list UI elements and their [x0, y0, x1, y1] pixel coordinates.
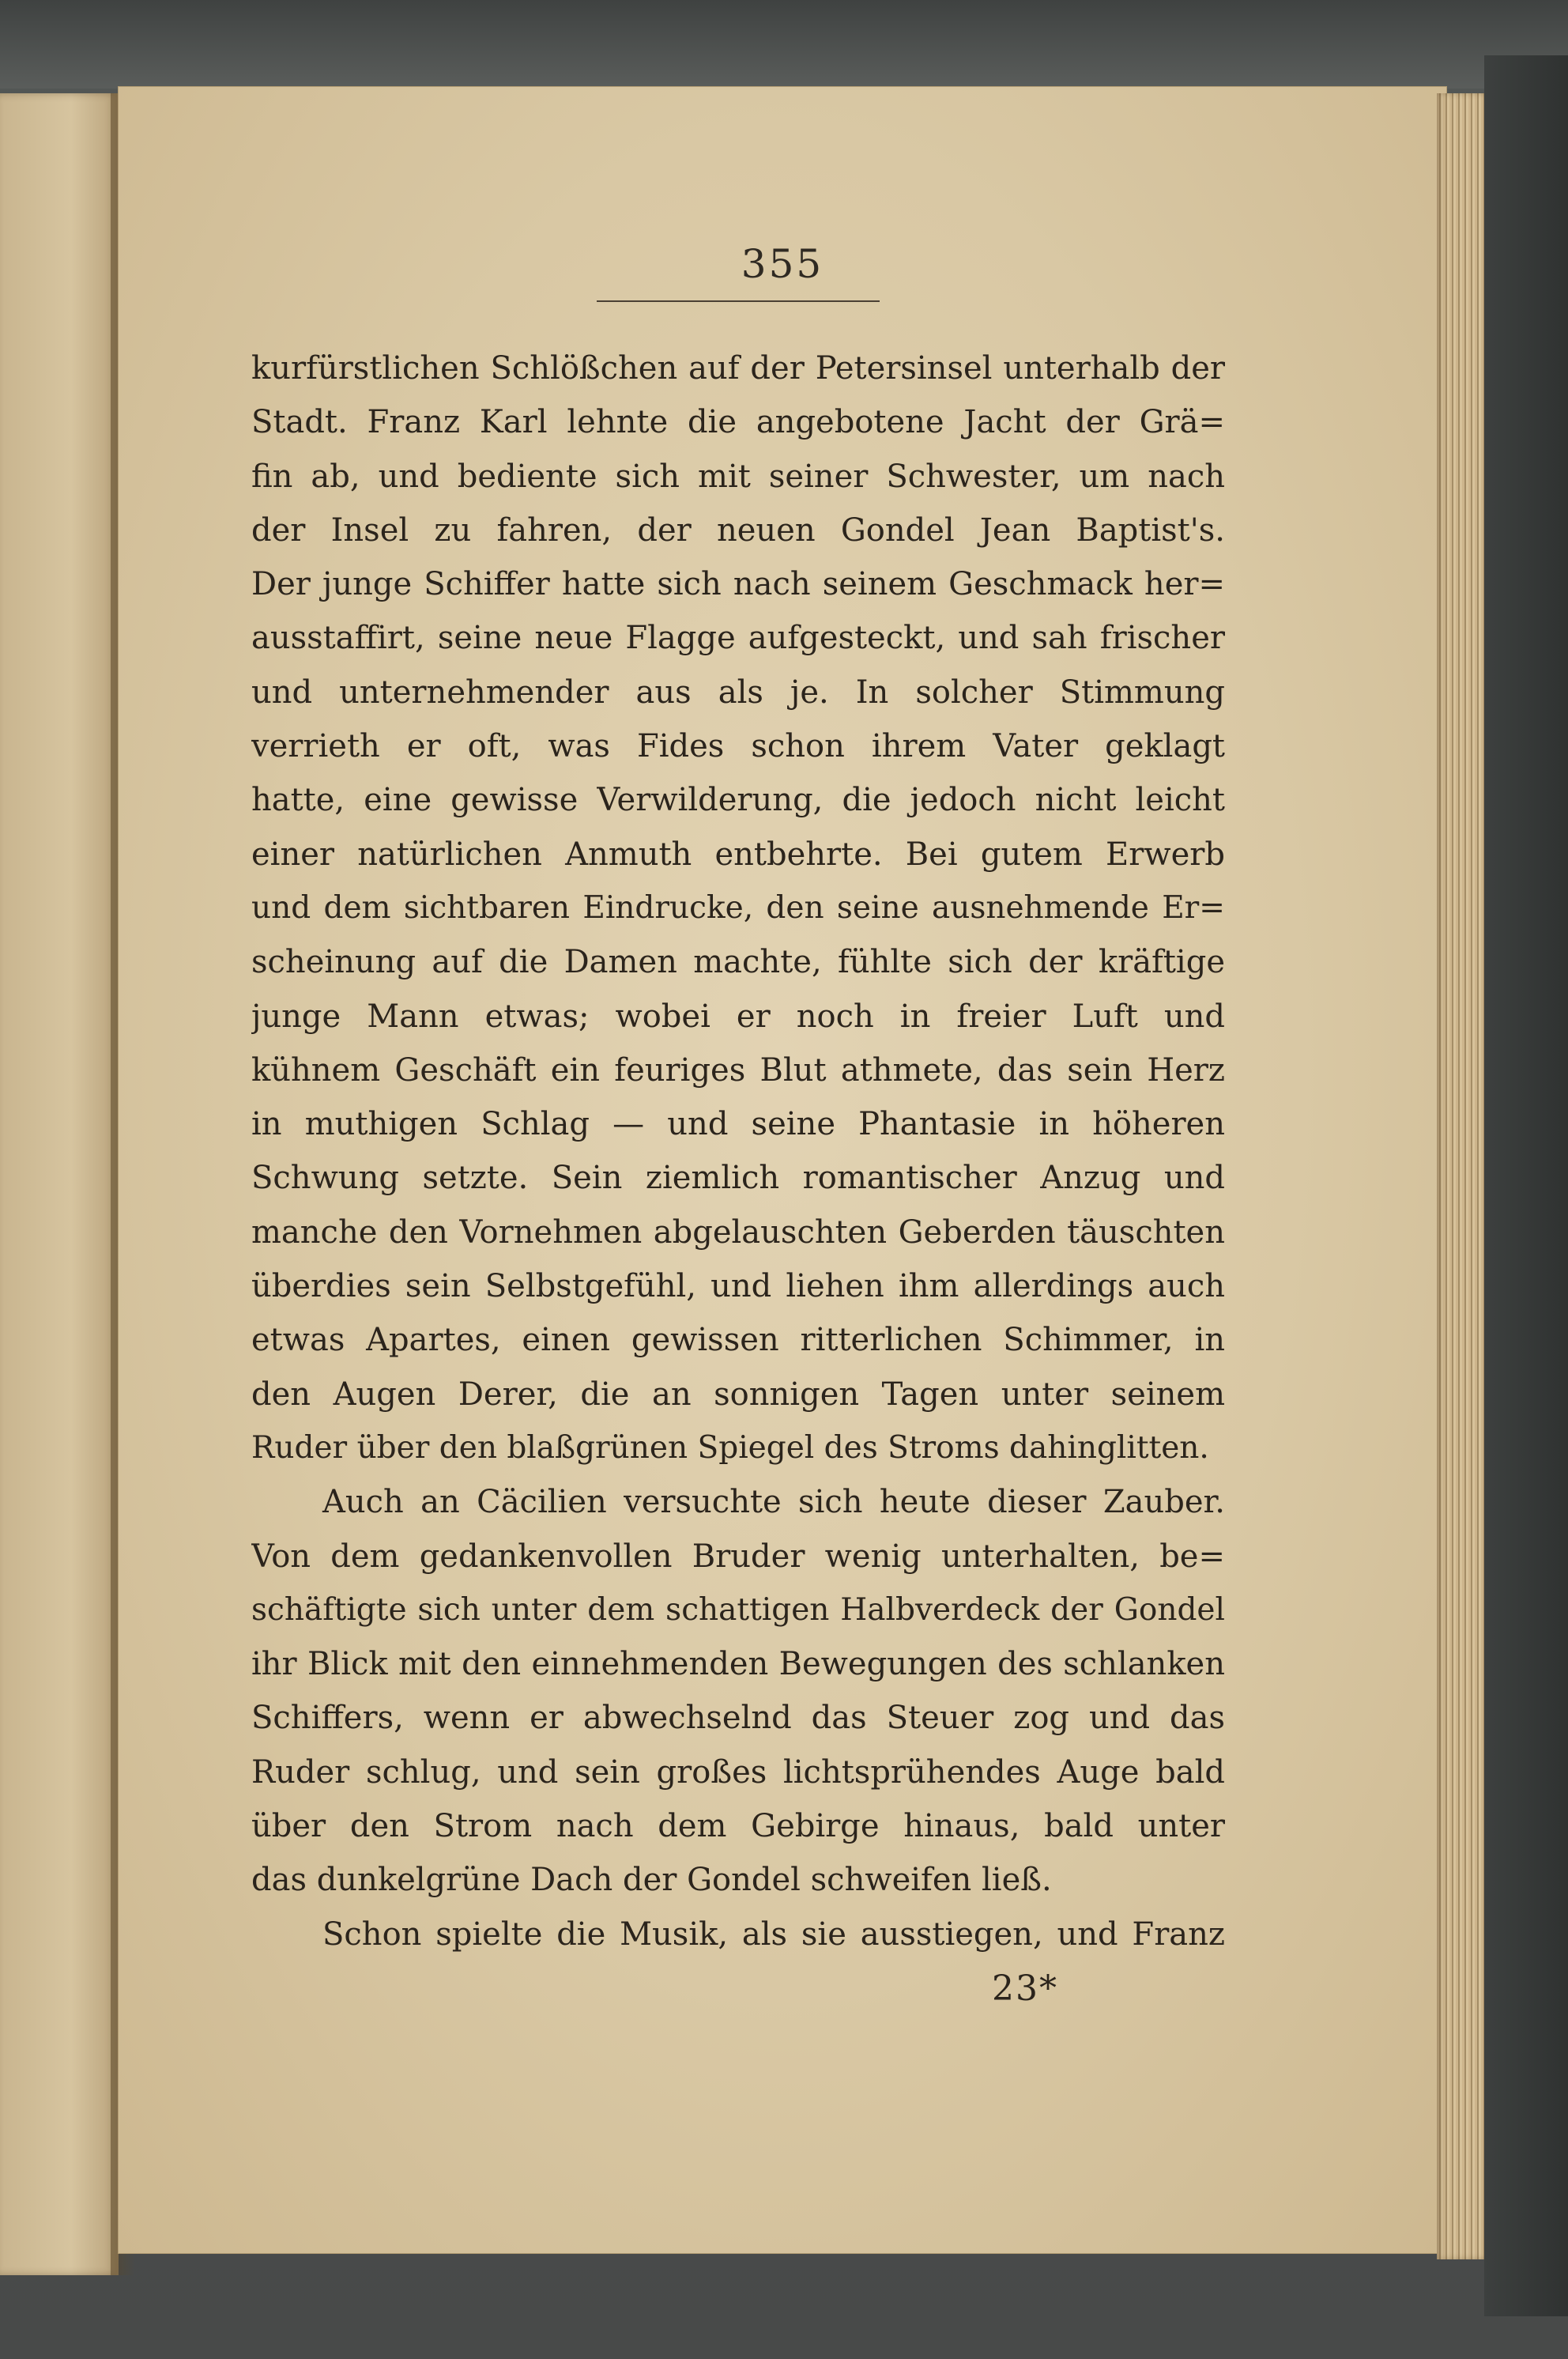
text-line: überdies sein Selbstgefühl, und liehen ihm allerdings auch	[251, 1268, 1225, 1305]
text-line: kühnem Geschäft ein feuriges Blut athmete, das sein Herz	[251, 1051, 1225, 1089]
text-line: den Augen Derer, die an sonnigen Tagen unter seinem	[251, 1376, 1225, 1413]
text-line: verrieth er oft, was Fides schon ihrem Vater geklagt	[251, 728, 1225, 765]
text-line: Auch an Cäcilien versuchte sich heute dieser Zauber.	[322, 1484, 1225, 1521]
text-line: junge Mann etwas; wobei er noch in freier Luft und	[251, 998, 1225, 1035]
signature-mark: 23*	[992, 1968, 1058, 2009]
text-line: ihr Blick mit den einnehmenden Bewegungen des schlanken	[251, 1646, 1225, 1683]
body-text	[251, 342, 1225, 1961]
page-stack-edges	[1437, 93, 1484, 2259]
text-line: ausstaffirt, seine neue Flagge aufgesteckt, und sah frischer	[251, 620, 1225, 657]
text-line: das dunkelgrüne Dach der Gondel schweifen ließ.	[251, 1862, 1052, 1899]
text-line: Ruder über den blaßgrünen Spiegel des Stroms dahinglitten.	[251, 1429, 1209, 1466]
text-line: fin ab, und bediente sich mit seiner Schwester, um nach	[251, 458, 1225, 495]
text-line: und unternehmender aus als je. In solcher Stimmung	[251, 674, 1225, 711]
text-line: Schiffers, wenn er abwechselnd das Steuer zog und das	[251, 1700, 1225, 1737]
text-line: einer natürlichen Anmuth entbehrte. Bei gutem Erwerb	[251, 836, 1225, 873]
text-line: Schwung setzte. Sein ziemlich romantischer Anzug und	[251, 1160, 1225, 1197]
book-cover-edge	[1484, 55, 1568, 2316]
page-number: 355	[741, 241, 824, 287]
header-rule	[597, 300, 880, 302]
text-line: Stadt. Franz Karl lehnte die angebotene Jacht der Grä=	[251, 404, 1225, 441]
left-page-edge	[0, 93, 119, 2275]
text-line: Ruder schlug, und sein großes lichtsprühendes Auge bald	[251, 1753, 1225, 1791]
scan-background-top	[0, 0, 1568, 89]
text-line: Der junge Schiffer hatte sich nach seinem Geschmack her=	[251, 566, 1225, 603]
text-line: über den Strom nach dem Gebirge hinaus, bald unter	[251, 1808, 1225, 1845]
text-line: Von dem gedankenvollen Bruder wenig unterhalten, be=	[251, 1538, 1225, 1575]
text-line: etwas Apartes, einen gewissen ritterlichen Schimmer, in	[251, 1322, 1225, 1359]
text-line: manche den Vornehmen abgelauschten Geberden täuschten	[251, 1213, 1225, 1251]
text-line: schäftigte sich unter dem schattigen Halbverdeck der Gondel	[251, 1591, 1225, 1628]
text-line: Schon spielte die Musik, als sie ausstiegen, und Franz	[322, 1916, 1225, 1953]
text-line: der Insel zu fahren, der neuen Gondel Jean Baptist's.	[251, 511, 1225, 549]
text-line: hatte, eine gewisse Verwilderung, die jedoch nicht leicht	[251, 782, 1225, 819]
text-line: kurfürstlichen Schlößchen auf der Petersinsel unterhalb der	[251, 350, 1225, 387]
text-line: und dem sichtbaren Eindrucke, den seine ausnehmende Er=	[251, 889, 1225, 926]
text-line: in muthigen Schlag — und seine Phantasie in höheren	[251, 1106, 1225, 1143]
text-line: scheinung auf die Damen machte, fühlte sich der kräftige	[251, 944, 1225, 981]
